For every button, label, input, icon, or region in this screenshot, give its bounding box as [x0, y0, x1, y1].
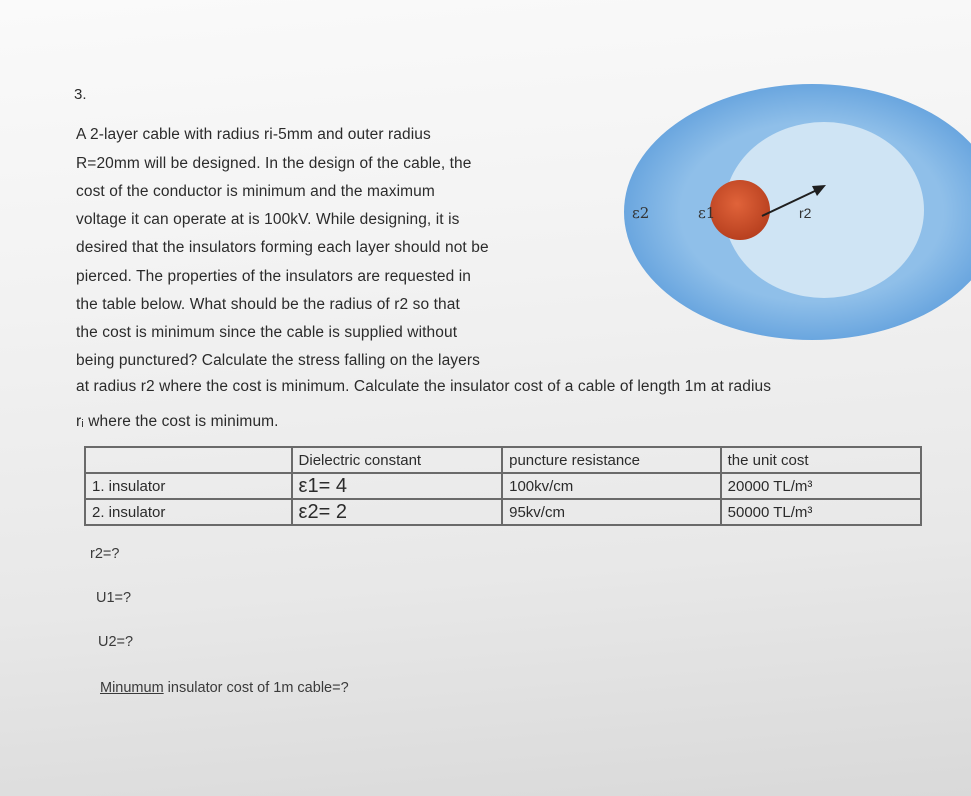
label-r2: r2 [799, 205, 812, 221]
answer-u1: U1=? [96, 590, 132, 606]
paragraph-line-8: the cost is minimum since the cable is supplied without [76, 324, 458, 341]
table-cell: 95kv/cm [502, 499, 721, 525]
table-cell: ε2= 2 [292, 499, 503, 525]
label-eps2: ε2 [632, 204, 650, 222]
question-number: 3. [74, 86, 87, 103]
table-row [85, 499, 921, 525]
table-cell: 2. insulator [85, 499, 292, 525]
answer-min-cost-rest: insulator cost of 1m cable=? [163, 680, 349, 696]
paragraph-line-4: voltage it can operate at is 100kV. While designing, it is [76, 211, 460, 228]
table-row [85, 473, 921, 499]
paragraph-line-3: cost of the conductor is minimum and the maximum [76, 183, 435, 200]
table-cell: 20000 TL/m³ [721, 473, 921, 499]
table-cell: 50000 TL/m³ [721, 499, 921, 525]
table-cell: 100kv/cm [502, 473, 721, 499]
answer-r2: r2=? [90, 546, 120, 562]
table-cell: ε1= 4 [292, 473, 503, 499]
insulator-properties-table [84, 446, 922, 526]
label-eps1: ε1 [698, 204, 716, 222]
paragraph-line-10: at radius r2 where the cost is minimum. Calculate the insulator cost of a cable of length 1m at radius [76, 378, 772, 395]
paragraph-line-2: R=20mm will be designed. In the design of the cable, the [76, 155, 472, 172]
paragraph-line-9: being punctured? Calculate the stress falling on the layers [76, 352, 480, 369]
table-header-row [85, 447, 921, 473]
paragraph-line-6: pierced. The properties of the insulators are requested in [76, 268, 471, 285]
answer-u2: U2=? [98, 634, 134, 650]
cable-cross-section-diagram [612, 82, 971, 342]
table-header-cell: Dielectric constant [292, 447, 503, 473]
paragraph-line-5: desired that the insulators forming each layer should not be [76, 239, 489, 256]
table-header-cell: the unit cost [721, 447, 921, 473]
paragraph-line-7: the table below. What should be the radius of r2 so that [76, 296, 460, 313]
table-cell: 1. insulator [85, 473, 292, 499]
paragraph-line-1: A 2-layer cable with radius ri-5mm and outer radius [76, 126, 431, 143]
answer-min-cost-prefix: Minumum [100, 680, 164, 696]
table-header-cell [85, 447, 292, 473]
answer-min-cost [100, 680, 349, 696]
paragraph-line-11: rᵢ where the cost is minimum. [76, 413, 279, 430]
conductor-core [710, 180, 770, 240]
table-header-cell: puncture resistance [502, 447, 721, 473]
